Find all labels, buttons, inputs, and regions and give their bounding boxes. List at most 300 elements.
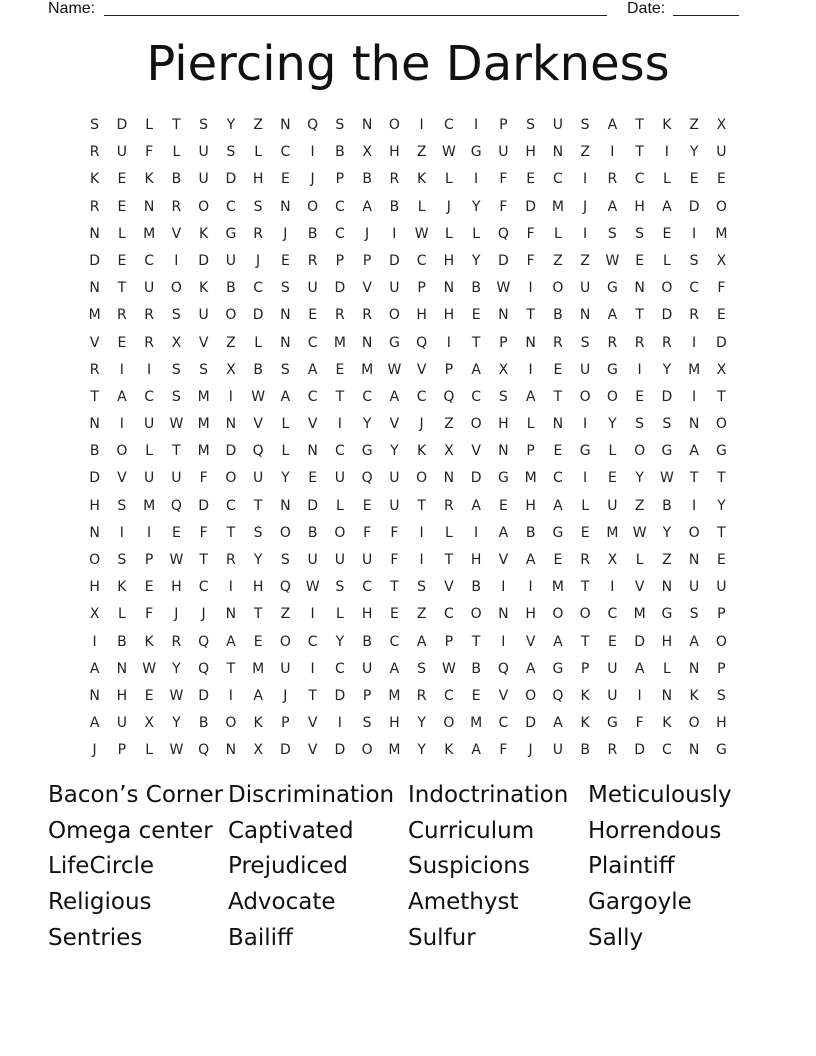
grid-letter: Z [253, 117, 263, 133]
grid-letter: U [362, 552, 373, 568]
grid-letter: E [362, 497, 372, 514]
grid-row [81, 683, 735, 710]
grid-letter: E [308, 470, 318, 487]
grid-letter: U [389, 280, 400, 297]
grid-letter: G [361, 443, 373, 460]
grid-letter: E [553, 361, 563, 378]
grid-letter: S [335, 117, 345, 133]
grid-letter: A [607, 198, 618, 215]
grid-letter: M [252, 660, 265, 677]
grid-letter: E [117, 334, 127, 351]
grid-letter: R [144, 334, 154, 351]
grid-letter: L [608, 443, 617, 460]
grid-letter: C [198, 579, 209, 596]
grid-letter: L [145, 742, 154, 759]
word-bank-item: Horrendous [588, 817, 722, 844]
grid-letter: E [308, 307, 318, 324]
grid-letter: R [580, 552, 590, 568]
grid-letter: E [144, 579, 154, 596]
grid-letter: F [390, 552, 399, 568]
grid-letter: P [499, 334, 508, 351]
grid-letter: T [90, 388, 99, 405]
grid-letter: Y [417, 715, 426, 732]
grid-letter: D [715, 334, 727, 351]
grid-letter: L [662, 660, 671, 677]
grid-letter: N [688, 660, 700, 677]
grid-letter: Q [198, 633, 210, 650]
grid-letter: M [388, 742, 401, 759]
grid-letter: U [389, 470, 400, 487]
grid-letter: I [228, 388, 233, 405]
grid-letter: J [583, 198, 588, 215]
grid-letter: D [89, 470, 101, 487]
grid-letter: N [89, 687, 100, 704]
grid-letter: C [471, 388, 482, 405]
worksheet-header [48, 0, 748, 20]
grid-letter: U [144, 470, 155, 487]
grid-letter: F [526, 252, 535, 269]
grid-letter: E [280, 171, 290, 188]
grid-letter: H [116, 687, 128, 704]
grid-letter: N [443, 280, 455, 297]
grid-letter: I [392, 225, 397, 242]
grid-letter: D [661, 388, 673, 405]
grid-letter: K [90, 171, 100, 188]
grid-letter: J [528, 742, 533, 759]
grid-letter: Q [198, 660, 210, 677]
grid-letter: J [201, 606, 206, 623]
grid-letter: A [525, 660, 536, 677]
grid-letter: W [169, 687, 184, 704]
grid-row [81, 438, 735, 465]
grid-letter: H [252, 579, 264, 596]
grid-letter: N [552, 416, 564, 433]
grid-letter: N [225, 606, 237, 623]
grid-letter: R [444, 497, 454, 514]
grid-letter: J [446, 198, 451, 215]
grid-letter: W [496, 280, 511, 297]
grid-letter: Z [444, 416, 454, 433]
grid-letter: D [661, 307, 673, 324]
grid-letter: I [610, 144, 615, 161]
grid-letter: A [689, 443, 699, 460]
grid-letter: P [717, 660, 726, 677]
grid-letter: D [388, 252, 400, 269]
grid-letter: R [144, 307, 154, 324]
grid-letter: D [334, 687, 346, 704]
grid-letter: P [144, 552, 154, 568]
grid-letter: C [280, 144, 291, 161]
grid-letter: E [280, 252, 290, 269]
grid-letter: R [662, 334, 672, 351]
grid-letter: C [144, 388, 155, 405]
grid-letter: H [443, 307, 455, 324]
grid-letter: Y [717, 497, 726, 514]
grid-letter: O [715, 416, 727, 433]
grid-letter: V [307, 715, 318, 732]
grid-letter: E [335, 361, 345, 378]
grid-letter: K [144, 171, 154, 188]
grid-letter: O [334, 524, 346, 541]
grid-letter: S [607, 225, 617, 242]
word-bank-item: Discrimination [228, 782, 395, 808]
grid-letter: B [171, 171, 182, 188]
grid-letter: N [280, 497, 291, 514]
grid-letter: N [143, 198, 155, 215]
grid-letter: C [443, 606, 454, 623]
grid-letter: W [387, 361, 402, 378]
name-blank-line [104, 15, 607, 16]
grid-letter: E [607, 633, 617, 650]
grid-letter: B [471, 579, 481, 596]
word-bank-item: Gargoyle [588, 889, 692, 916]
grid-letter: O [225, 715, 237, 732]
grid-letter: L [417, 198, 426, 215]
grid-letter: Y [172, 660, 181, 677]
grid-letter: L [472, 225, 481, 242]
grid-letter: T [390, 579, 399, 596]
grid-letter: A [416, 633, 427, 650]
grid-letter: Z [689, 117, 699, 133]
grid-letter: Z [662, 552, 672, 568]
grid-letter: U [307, 280, 318, 297]
grid-letter: F [199, 524, 208, 541]
grid-letter: Q [552, 687, 564, 704]
grid-letter: O [361, 742, 373, 759]
grid-letter: U [253, 470, 264, 487]
grid-letter: L [335, 497, 344, 514]
grid-letter: S [635, 225, 645, 242]
grid-letter: I [501, 579, 506, 596]
grid-letter: D [198, 687, 210, 704]
grid-letter: W [305, 579, 320, 596]
grid-letter: N [498, 307, 509, 324]
grid-letter: R [689, 307, 699, 324]
grid-letter: V [498, 687, 509, 704]
grid-letter: A [253, 687, 263, 704]
grid-letter: M [524, 470, 537, 487]
grid-letter: G [579, 443, 591, 460]
grid-letter: L [635, 552, 644, 568]
grid-letter: U [198, 144, 209, 161]
grid-letter: U [552, 742, 563, 759]
grid-letter: B [198, 715, 209, 732]
word-bank-item: LifeCircle [48, 853, 155, 880]
grid-letter: I [501, 633, 506, 650]
grid-letter: M [197, 443, 210, 460]
grid-letter: D [252, 307, 264, 324]
word-bank-item: Religious [48, 889, 152, 916]
grid-letter: P [444, 361, 454, 378]
grid-letter: E [389, 606, 399, 623]
grid-letter: C [307, 633, 318, 650]
grid-letter: O [688, 524, 700, 541]
grid-letter: J [174, 606, 179, 623]
grid-letter: P [526, 443, 535, 460]
grid-letter: I [692, 388, 697, 405]
grid-letter: U [116, 144, 127, 161]
word-bank-item: Sally [588, 924, 644, 951]
grid-letter: J [256, 252, 261, 269]
grid-letter: T [308, 687, 317, 704]
grid-letter: S [526, 117, 536, 133]
grid-letter: H [661, 633, 673, 650]
word-bank-item: Sulfur [408, 924, 476, 951]
grid-letter: F [145, 606, 154, 623]
grid-letter: C [225, 497, 236, 514]
grid-letter: B [580, 742, 590, 759]
grid-letter: T [553, 388, 563, 405]
grid-letter: P [281, 715, 290, 732]
grid-letter: S [171, 388, 181, 405]
grid-letter: T [444, 552, 454, 568]
grid-letter: D [225, 171, 237, 188]
grid-letter: U [116, 715, 127, 732]
grid-letter: U [716, 144, 727, 161]
name-label: Name: [48, 0, 96, 17]
grid-letter: Y [281, 470, 290, 487]
grid-letter: I [419, 524, 424, 541]
grid-letter: D [89, 252, 101, 269]
grid-letter: S [90, 117, 100, 133]
grid-letter: W [414, 225, 429, 242]
grid-letter: F [499, 742, 508, 759]
grid-letter: B [471, 280, 481, 297]
grid-letter: N [634, 280, 645, 297]
grid-letter: S [171, 361, 181, 378]
grid-letter: V [498, 552, 509, 568]
grid-letter: M [606, 524, 619, 541]
grid-letter: L [444, 524, 453, 541]
grid-letter: C [334, 660, 345, 677]
grid-row [81, 275, 735, 302]
grid-letter: O [279, 524, 291, 541]
word-bank [48, 778, 768, 956]
grid-letter: F [499, 171, 508, 188]
grid-letter: O [116, 443, 128, 460]
grid-letter: B [525, 524, 536, 541]
grid-letter: E [471, 687, 481, 704]
grid-letter: A [389, 388, 400, 405]
grid-row [81, 194, 735, 221]
grid-letter: E [526, 171, 536, 188]
grid-letter: V [307, 416, 318, 433]
grid-letter: I [583, 470, 588, 487]
grid-letter: O [470, 606, 482, 623]
grid-letter: P [362, 252, 372, 269]
grid-letter: S [580, 334, 590, 351]
grid-letter: S [117, 497, 127, 514]
grid-letter: B [362, 171, 372, 188]
grid-letter: D [525, 198, 537, 215]
grid-letter: A [553, 633, 563, 650]
grid-letter: I [610, 579, 615, 596]
grid-row [81, 656, 735, 683]
grid-letter: O [307, 198, 319, 215]
grid-letter: I [474, 117, 479, 133]
grid-letter: N [688, 416, 700, 433]
grid-letter: M [470, 715, 483, 732]
grid-letter: T [526, 307, 535, 324]
grid-letter: E [471, 307, 481, 324]
grid-letter: D [334, 742, 346, 759]
word-bank-item: Curriculum [408, 817, 535, 844]
grid-letter: I [419, 117, 424, 133]
grid-letter: I [692, 497, 697, 514]
grid-row [81, 221, 735, 248]
grid-letter: V [389, 416, 400, 433]
grid-letter: C [389, 633, 400, 650]
grid-letter: P [717, 606, 726, 623]
grid-letter: I [528, 579, 533, 596]
grid-row [81, 248, 735, 275]
grid-letter: R [89, 198, 100, 215]
grid-letter: O [279, 633, 291, 650]
grid-letter: N [498, 443, 509, 460]
grid-letter: Z [416, 144, 427, 161]
grid-letter: T [635, 307, 644, 324]
grid-letter: M [197, 388, 210, 405]
grid-letter: I [147, 361, 152, 378]
grid-letter: U [580, 280, 591, 297]
grid-letter: C [225, 198, 236, 215]
grid-letter: R [389, 171, 400, 188]
word-bank-item: Sentries [48, 924, 143, 951]
grid-letter: X [89, 606, 100, 623]
grid-letter: L [526, 416, 535, 433]
grid-letter: N [280, 334, 291, 351]
grid-letter: I [474, 171, 479, 188]
grid-letter: A [553, 497, 563, 514]
grid-letter: U [171, 470, 182, 487]
grid-letter: O [552, 606, 564, 623]
grid-letter: F [363, 524, 372, 541]
grid-letter: C [443, 687, 454, 704]
grid-letter: B [253, 361, 263, 378]
grid-letter: F [717, 280, 726, 297]
grid-letter: Y [471, 252, 481, 269]
grid-letter: A [689, 633, 699, 650]
grid-letter: T [471, 334, 481, 351]
grid-letter: R [253, 225, 263, 242]
grid-letter: M [88, 307, 101, 324]
grid-letter: E [635, 252, 645, 269]
grid-letter: U [607, 660, 618, 677]
grid-letter: E [498, 497, 508, 514]
grid-letter: E [553, 552, 563, 568]
grid-letter: E [117, 252, 127, 269]
grid-letter: D [334, 280, 346, 297]
grid-letter: E [716, 552, 726, 568]
grid-letter: N [688, 552, 700, 568]
grid-letter: T [580, 633, 590, 650]
grid-letter: T [635, 144, 644, 161]
grid-letter: Q [307, 117, 319, 133]
grid-letter: D [470, 470, 482, 487]
grid-letter: Z [226, 334, 236, 351]
grid-letter: U [198, 307, 209, 324]
grid-letter: H [389, 144, 400, 161]
grid-letter: L [172, 144, 181, 161]
word-bank-item: Bacon’s Corner [48, 782, 224, 808]
grid-letter: I [119, 524, 124, 541]
grid-letter: E [607, 470, 617, 487]
grid-letter: H [634, 198, 645, 215]
grid-letter: L [444, 171, 453, 188]
grid-letter: I [528, 361, 533, 378]
grid-letter: Q [497, 660, 509, 677]
grid-letter: J [283, 225, 288, 242]
grid-letter: X [716, 252, 727, 269]
grid-letter: N [361, 334, 373, 351]
grid-letter: R [335, 307, 345, 324]
grid-letter: R [634, 334, 645, 351]
grid-letter: W [169, 416, 184, 433]
grid-row [81, 520, 735, 547]
grid-letter: S [280, 280, 290, 297]
grid-letter: K [580, 715, 590, 732]
grid-letter: X [444, 443, 454, 460]
grid-letter: E [635, 388, 645, 405]
grid-letter: I [310, 660, 315, 677]
grid-letter: D [634, 742, 646, 759]
word-bank-item: Suspicions [408, 853, 530, 880]
grid-letter: S [199, 361, 209, 378]
grid-letter: S [417, 579, 427, 596]
grid-letter: O [470, 416, 482, 433]
grid-letter: Y [417, 742, 426, 759]
grid-letter: F [526, 225, 535, 242]
grid-letter: H [525, 144, 536, 161]
grid-letter: Q [443, 388, 455, 405]
grid-letter: I [637, 361, 642, 378]
grid-letter: A [607, 307, 618, 324]
grid-letter: S [280, 552, 290, 568]
grid-row [81, 166, 735, 193]
grid-letter: J [283, 687, 288, 704]
grid-letter: N [552, 144, 564, 161]
grid-letter: L [281, 443, 290, 460]
grid-letter: I [310, 606, 315, 623]
grid-letter: O [525, 687, 537, 704]
grid-letter: U [552, 117, 563, 133]
grid-row [81, 139, 735, 166]
grid-letter: R [171, 198, 182, 215]
grid-letter: R [416, 687, 427, 704]
grid-letter: A [471, 497, 481, 514]
grid-letter: S [498, 388, 508, 405]
grid-letter: W [441, 660, 456, 677]
grid-letter: R [307, 252, 318, 269]
grid-letter: K [117, 579, 127, 596]
grid-letter: A [89, 715, 100, 732]
grid-letter: O [443, 715, 455, 732]
grid-row [81, 357, 735, 384]
grid-letter: S [362, 715, 372, 732]
grid-letter: I [174, 252, 179, 269]
grid-letter: Y [390, 443, 399, 460]
grid-letter: N [280, 117, 291, 133]
grid-row [81, 574, 735, 601]
grid-letter: O [715, 633, 727, 650]
word-bank-item: Prejudiced [228, 853, 348, 880]
grid-letter: G [606, 280, 618, 297]
grid-letter: N [498, 606, 509, 623]
grid-letter: B [117, 633, 127, 650]
grid-letter: N [661, 687, 673, 704]
grid-letter: L [335, 606, 344, 623]
grid-letter: P [362, 687, 372, 704]
